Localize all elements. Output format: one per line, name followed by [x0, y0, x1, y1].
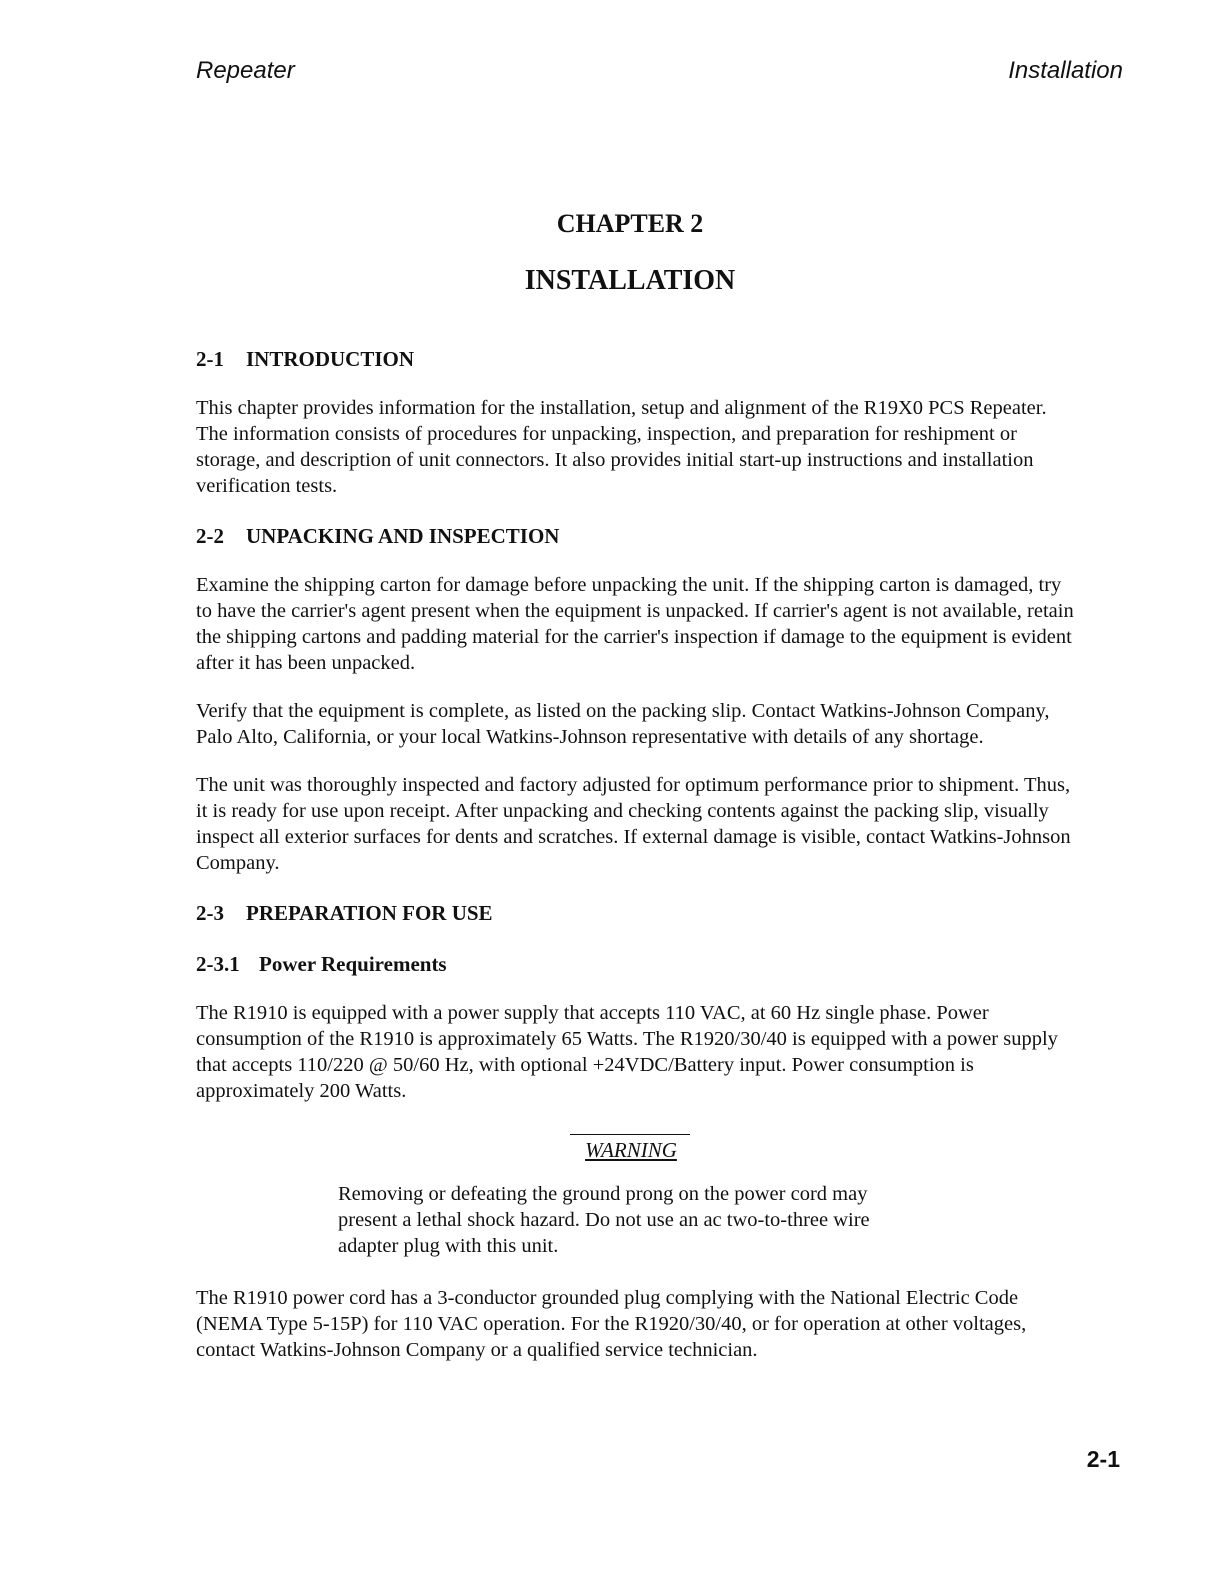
subsection-heading-power	[196, 949, 1076, 979]
unpacking-paragraph-2: Verify that the equipment is complete, as listed on the packing slip. Contact Watkins-Johnson Company, Palo Alto, California, or your local Watkins-Johnson representative with details of any shortage.	[196, 700, 1050, 748]
power-paragraph-2: The R1910 power cord has a 3-conductor grounded plug complying with the National Electric Code (NEMA Type 5-15P) for 110 VAC operation. For the R1920/30/40, or for operation at other voltages, contact Watkins-Johnson Company or a qualified service technician.	[196, 1287, 1027, 1361]
unpacking-paragraph-1: Examine the shipping carton for damage before unpacking the unit. If the shipping carton is damaged, try to have the carrier's agent present when the equipment is unpacked. If carrier's agent is not available, retain the shipping cartons and padding material for the carrier's inspection if damage to the equipment is evident after it has been unpacked.	[196, 574, 1074, 674]
section-number: 2-2	[196, 524, 224, 548]
document-body	[196, 344, 1076, 1385]
section-heading-unpacking	[196, 521, 1076, 551]
chapter-number: CHAPTER 2	[556, 209, 704, 238]
subsection-number: 2-3.1	[196, 952, 240, 976]
subsection-title: Power Requirements	[259, 952, 447, 976]
intro-paragraph: This chapter provides information for the installation, setup and alignment of the R19X0 PCS Repeater. The information consists of procedures for unpacking, inspection, and preparation for reshipment or storage, and description of unit connectors. It also provides initial start-up instructions and installation verification tests.	[196, 397, 1047, 497]
section-title: UNPACKING AND INSPECTION	[246, 524, 560, 548]
section-number: 2-1	[196, 347, 224, 371]
page-number: 2-1	[1086, 1446, 1120, 1472]
section-heading-preparation	[196, 898, 1076, 928]
power-paragraph-1: The R1910 is equipped with a power supply that accepts 110 VAC, at 60 Hz single phase. Power consumption of the R1910 is approximately 65 Watts. The R1920/30/40 is equipped with a power supply that accepts 110/220 @ 50/60 Hz, with optional +24VDC/Battery input. Power consumption is approximately 200 Watts.	[196, 1002, 1058, 1102]
section-heading-introduction	[196, 344, 1076, 374]
warning-block	[196, 1134, 1076, 1259]
warning-text: Removing or defeating the ground prong on the power cord may present a lethal shock hazard. Do not use an ac two-to-three wire adapter plug with this unit.	[338, 1183, 870, 1257]
section-title: PREPARATION FOR USE	[246, 901, 493, 925]
section-title: INTRODUCTION	[246, 347, 415, 371]
running-header-left: Repeater	[196, 57, 295, 84]
running-header-right: Installation	[1008, 57, 1123, 84]
warning-title: WARNING	[585, 1138, 677, 1162]
unpacking-paragraph-3: The unit was thoroughly inspected and factory adjusted for optimum performance prior to shipment. Thus, it is ready for use upon receipt. After unpacking and checking contents against the packing slip, visually inspect all exterior surfaces for dents and scratches. If external damage is visible, contact Watkins-Johnson Company.	[196, 774, 1071, 874]
chapter-title: INSTALLATION	[524, 265, 736, 296]
section-number: 2-3	[196, 901, 224, 925]
